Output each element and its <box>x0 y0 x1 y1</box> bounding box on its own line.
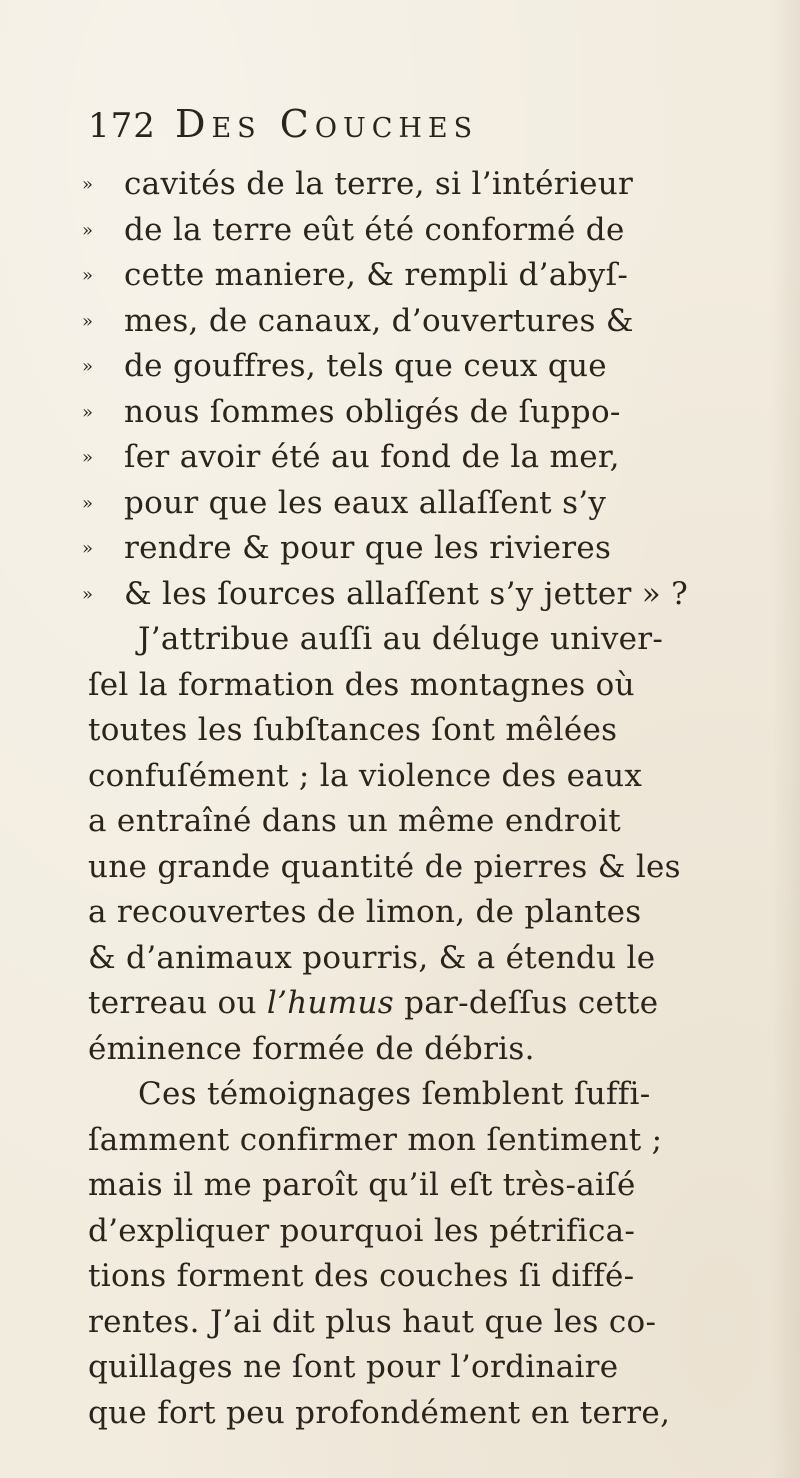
text-line <box>88 1072 748 1118</box>
line-text: & les ſources allaſſent s’y jetter » ? <box>124 575 689 612</box>
running-head: Des Couches <box>175 102 479 146</box>
text-line <box>82 481 748 527</box>
line-text: éminence formée de débris. <box>88 1030 535 1067</box>
line-text: une grande quantité de pierres & les <box>88 848 681 885</box>
line-text: rendre & pour que les rivieres <box>124 530 612 566</box>
line-text: a recouvertes de limon, de plantes <box>88 894 642 930</box>
quote-mark: » <box>82 401 94 423</box>
quote-mark: » <box>82 356 94 377</box>
line-text: mais il me paroît qu’il eſt très-aiſé <box>88 1167 636 1203</box>
line-text: J’attribue auſſi au déluge univer- <box>138 621 664 657</box>
page-header <box>0 100 800 150</box>
line-text: que fort peu profondément en terre, <box>88 1394 671 1431</box>
line-text: de la terre eût été conformé de <box>124 211 625 248</box>
text-line <box>88 936 748 982</box>
line-text: mes, de canaux, d’ouvertures & <box>124 302 634 339</box>
quote-mark: » <box>82 265 94 286</box>
line-text: de gouffres, tels que ceux que <box>124 348 607 384</box>
line-text: confuſément ; la violence des eaux <box>88 757 643 794</box>
text-line <box>88 890 748 936</box>
line-text: cavités de la terre, si l’intérieur <box>124 166 634 202</box>
quote-mark: » <box>82 492 94 514</box>
italic-term: l’humus <box>266 985 394 1021</box>
text-line <box>82 162 748 208</box>
quote-mark: » <box>82 310 94 332</box>
line-text: ſel la formation des montagnes où <box>88 666 635 703</box>
line-text: quillages ne ſont pour l’ordinaire <box>88 1349 619 1385</box>
text-line <box>88 1118 748 1164</box>
text-line <box>88 845 748 891</box>
text-line <box>88 1027 748 1073</box>
body-text <box>82 162 748 1436</box>
line-text: a entraîné dans un même endroit <box>88 803 621 839</box>
text-line <box>82 572 748 618</box>
text-line <box>88 1345 748 1391</box>
text-line <box>88 1163 748 1209</box>
text-line <box>82 435 748 481</box>
text-line <box>88 1209 748 1255</box>
page-number: 172 <box>88 106 156 146</box>
line-text: d’expliquer pourquoi les pétrifica- <box>88 1212 636 1249</box>
line-text: ſer avoir été au fond de la mer, <box>124 439 620 475</box>
text-line <box>88 617 748 663</box>
text-line <box>82 390 748 436</box>
line-text: terreau ou l’humus par-deſſus cette <box>88 985 659 1021</box>
text-line <box>82 208 748 254</box>
text-line <box>82 344 748 390</box>
quote-mark: » <box>82 174 94 195</box>
text-line <box>88 754 748 800</box>
text-line <box>88 1300 748 1346</box>
text-line <box>88 1391 748 1437</box>
quote-mark: » <box>82 538 94 559</box>
line-text: & d’animaux pourris, & a étendu le <box>88 939 656 976</box>
text-line <box>88 708 748 754</box>
line-text: pour que les eaux allaſſent s’y <box>124 484 607 521</box>
page-edge-shadow <box>770 0 800 1478</box>
line-text: rentes. J’ai dit plus haut que les co- <box>88 1303 657 1340</box>
text-line <box>82 253 748 299</box>
line-text: ſamment confirmer mon ſentiment ; <box>88 1121 663 1158</box>
line-text: toutes les ſubſtances ſont mêlées <box>88 712 618 748</box>
line-text: tions forment des couches ſi diffé- <box>88 1258 635 1294</box>
line-text: nous ſommes obligés de ſuppo- <box>124 393 621 430</box>
line-text: Ces témoignages ſemblent ſuffi- <box>138 1076 651 1112</box>
text-line <box>88 663 748 709</box>
quote-mark: » <box>82 583 94 605</box>
text-line <box>88 981 748 1027</box>
text-line <box>82 526 748 572</box>
text-line <box>88 1254 748 1300</box>
quote-mark: » <box>82 219 94 241</box>
quote-mark: » <box>82 447 94 468</box>
text-line <box>82 299 748 345</box>
line-text: cette maniere, & rempli d’abyſ- <box>124 257 629 293</box>
text-line <box>88 799 748 845</box>
